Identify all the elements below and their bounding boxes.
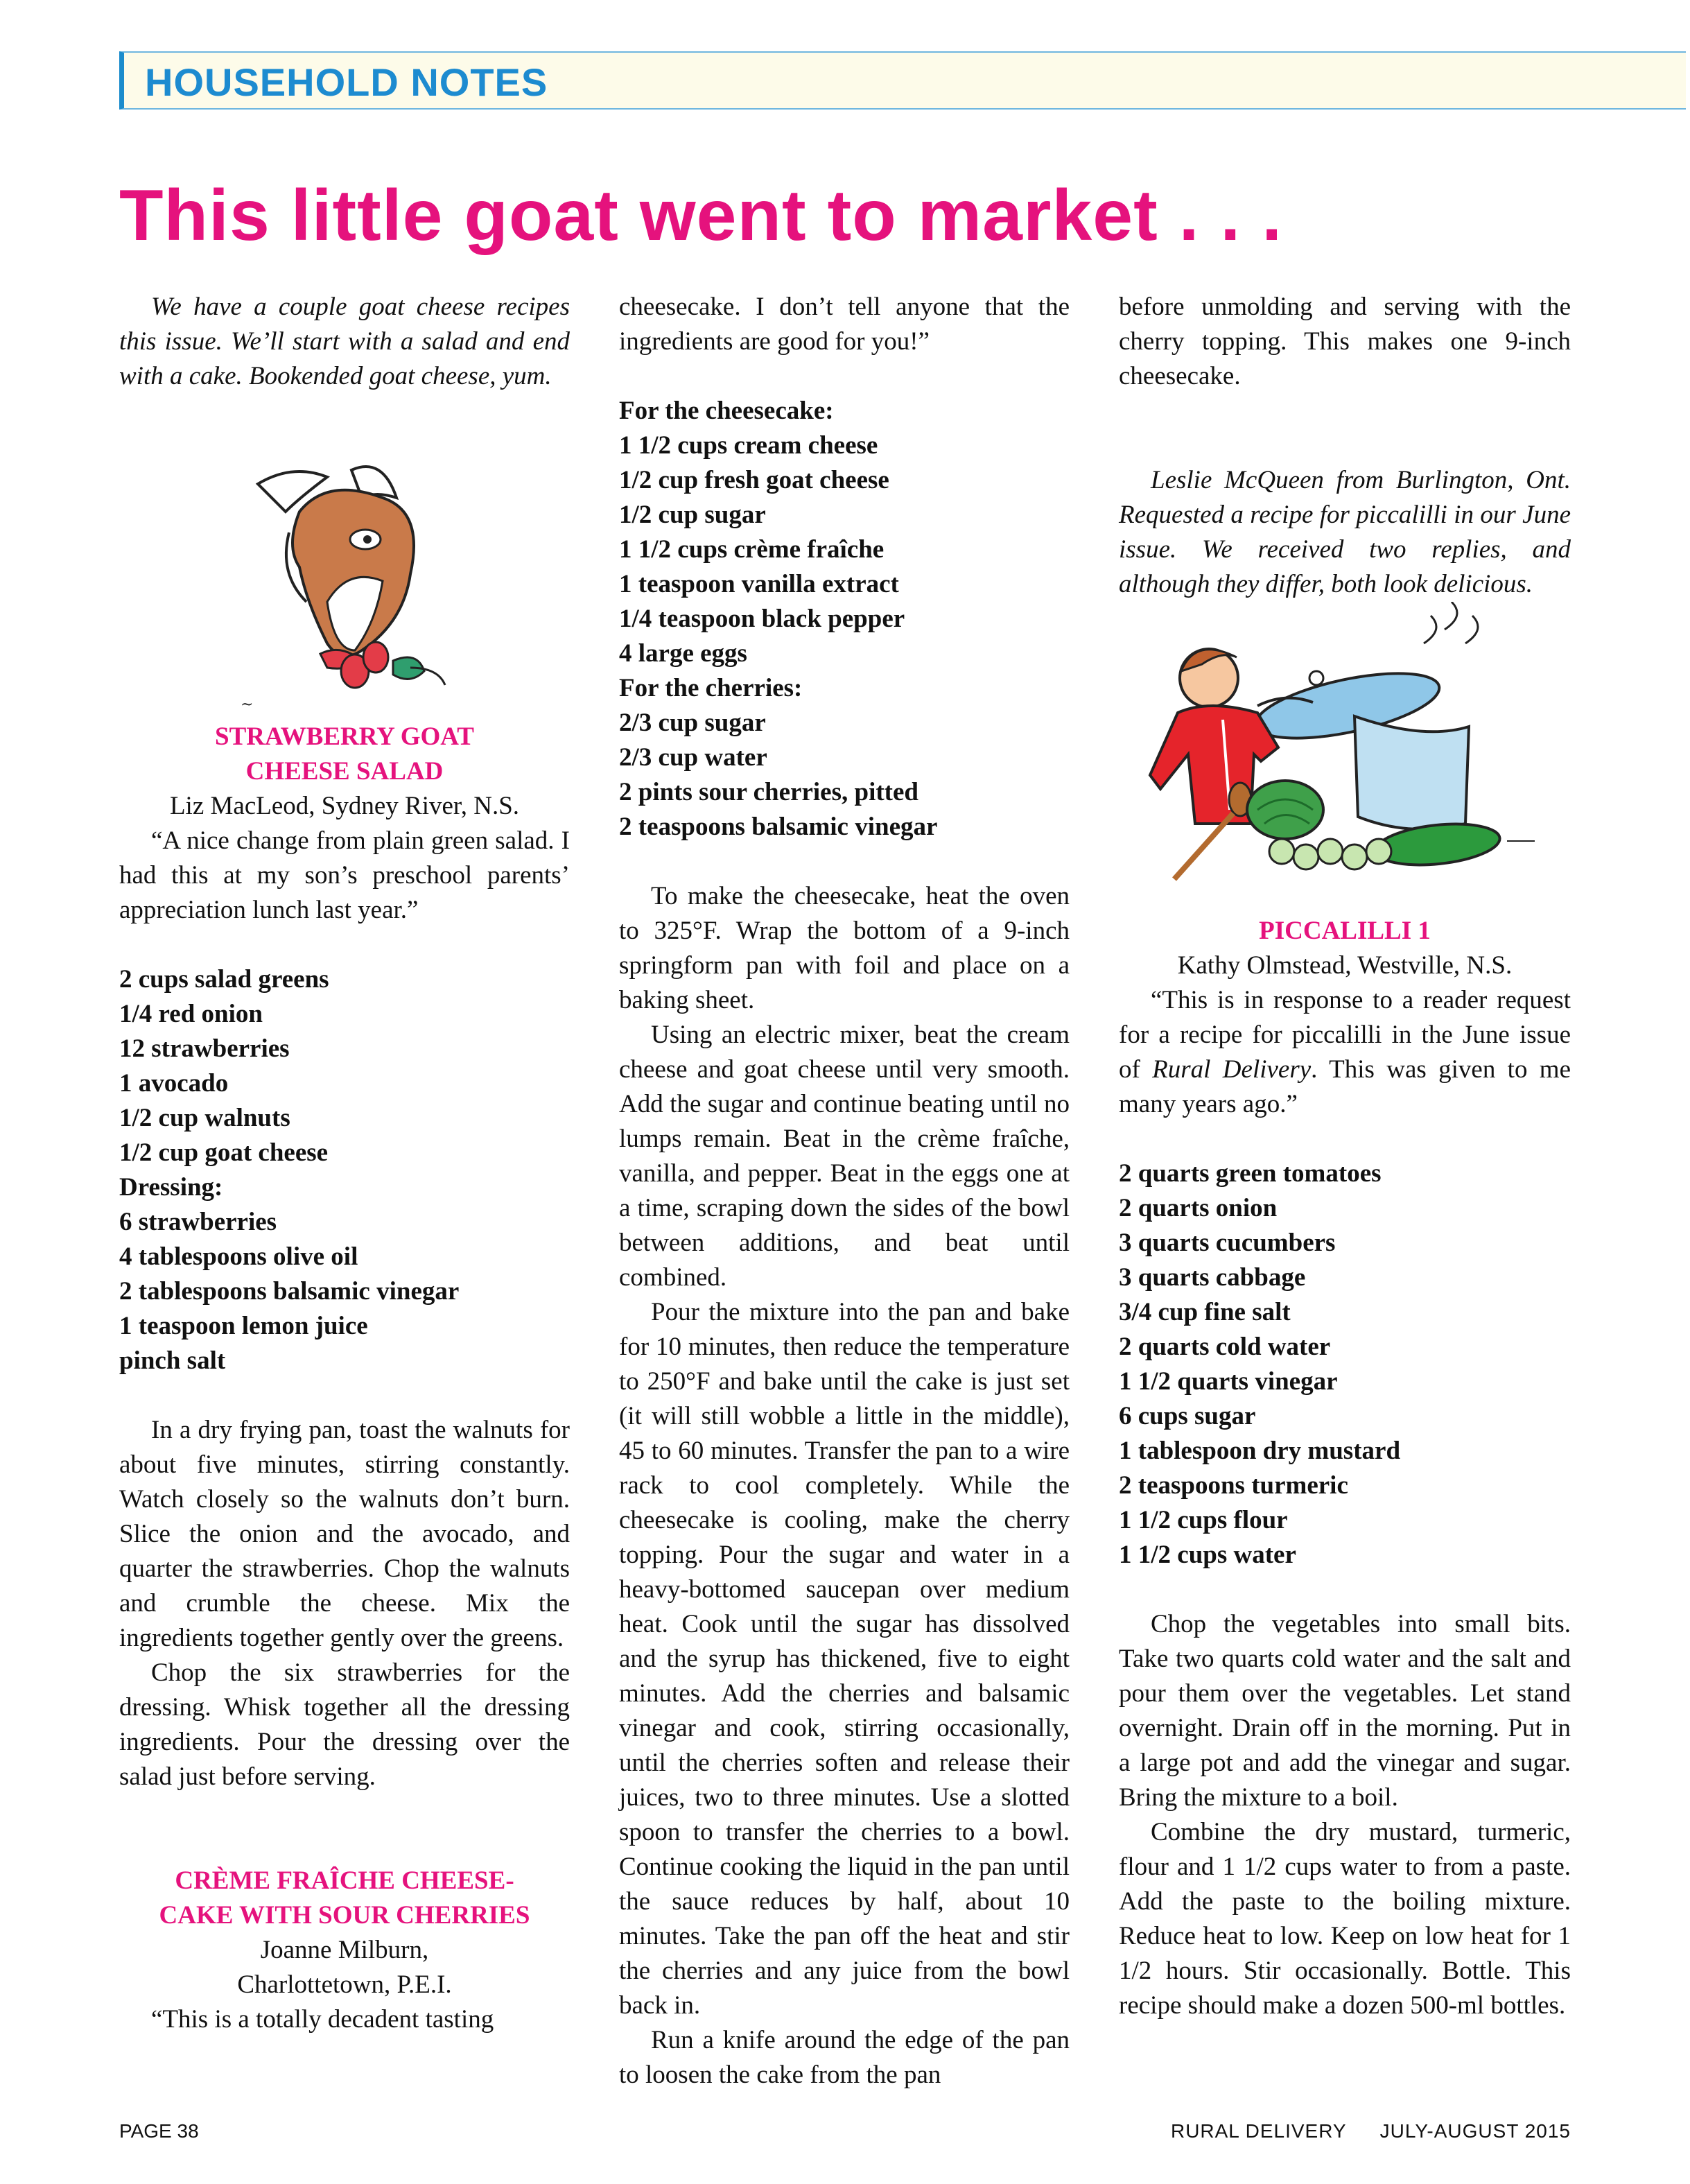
- cheesecake-author-line-1: Joanne Milburn,: [260, 1936, 429, 1964]
- ingredient-item: For the cheesecake:: [619, 397, 834, 425]
- publication-title: RURAL DELIVERY: [1170, 2120, 1347, 2142]
- salad-quote: “A nice change from plain green salad. I had this at my son’s preschool parents’ appreciation lunch last year.”: [119, 826, 570, 924]
- ingredient-item: Dressing:: [119, 1173, 223, 1202]
- cheesecake-title-line-1: CRÈME FRAÎCHE CHEESE-: [175, 1866, 514, 1895]
- ingredient-item: 1 tablespoon dry mustard: [1119, 1437, 1401, 1465]
- page-number: PAGE 38: [119, 2120, 199, 2142]
- ingredient-item: 2 quarts cold water: [1119, 1333, 1331, 1361]
- ingredient-item: 1/2 cup sugar: [619, 501, 766, 529]
- piccalilli-step-2: Combine the dry mustard, turmeric, flour and 1 1/2 cups water to from a paste. Add the paste to the boiling mixture. Reduce heat to low. Keep on low heat for 1 1/2 hours. Stir occasionally. Bottle. This recipe should make a dozen 500-ml bottles.: [1119, 1818, 1571, 2020]
- salad-title-line-1: STRAWBERRY GOAT: [215, 722, 474, 751]
- cheesecake-step-4-end: before unmolding and serving with the cherry topping. This makes one 9-inch cheesecake.: [1119, 293, 1571, 390]
- ingredient-item: 3 quarts cabbage: [1119, 1263, 1306, 1292]
- ingredient-item: 12 strawberries: [119, 1034, 290, 1063]
- piccalilli-intro: Leslie McQueen from Burlington, Ont. Requested a recipe for piccalilli in our June issue. We received two replies, and although they differ, both look delicious.: [1119, 466, 1571, 598]
- ingredient-item: 3/4 cup fine salt: [1119, 1298, 1291, 1326]
- section-banner: [119, 51, 1686, 110]
- ingredient-item: 6 strawberries: [119, 1208, 277, 1236]
- column-3: [1119, 290, 1571, 2023]
- ingredient-item: 1/2 cup fresh goat cheese: [619, 466, 889, 494]
- piccalilli-author: Kathy Olmstead, Westville, N.S.: [1177, 951, 1513, 980]
- ingredient-item: 2 quarts onion: [1119, 1194, 1278, 1222]
- ingredient-item: 1/2 cup walnuts: [119, 1104, 290, 1132]
- ingredient-item: 2/3 cup sugar: [619, 709, 766, 737]
- piccalilli-quote: [1119, 983, 1571, 1122]
- svg-text:~: ~: [241, 696, 254, 713]
- ingredient-item: 1 1/2 cups water: [1119, 1541, 1296, 1569]
- ingredient-item: 1/4 teaspoon black pepper: [619, 605, 905, 633]
- intro-paragraph: We have a couple goat cheese recipes this issue. We’ll start with a salad and end with a cake. Bookended goat cheese, yum.: [119, 293, 570, 390]
- ingredient-item: For the cherries:: [619, 674, 803, 702]
- salad-title: [119, 720, 570, 789]
- section-label: HOUSEHOLD NOTES: [145, 60, 548, 104]
- ingredient-item: 1 1/2 cups cream cheese: [619, 431, 878, 460]
- ingredient-item: 4 large eggs: [619, 639, 747, 668]
- cheesecake-step-1: To make the cheesecake, heat the oven to 325°F. Wrap the bottom of a 9-inch springform pan with foil and place on a baking sheet.: [619, 882, 1070, 1014]
- ingredient-item: 2 quarts green tomatoes: [1119, 1159, 1382, 1188]
- cheesecake-quote-end: cheesecake. I don’t tell anyone that the ingredients are good for you!”: [619, 293, 1070, 356]
- cheesecake-step-2: Using an electric mixer, beat the cream cheese and goat cheese until very smooth. Add the sugar and continue beating until no lumps remain. Beat in the crème fraîche, vanilla, and pepper. Beat in the eggs one at a time, scraping down the sides of the bowl between additions, and beat until combined.: [619, 1021, 1070, 1292]
- ingredient-item: 1/2 cup goat cheese: [119, 1138, 329, 1167]
- cheesecake-step-3: Pour the mixture into the pan and bake for 10 minutes, then reduce the temperature to 250°F and bake until the cake is just set (it will still wobble a little in the middle), 45 to 60 minutes. Transfer the pan to a wire rack to cool completely. While the cheesecake is cooling, make the cherry topping. Pour the sugar and water in a heavy-bottomed saucepan over medium heat. Cook until the sugar has dissolved and the syrup has thickened, five to eight minutes. Add the cherries and balsamic vinegar and cook, stirring occasionally, until the cherries soften and release their juices, two to three minutes. Use a slotted spoon to transfer the cherries to a bowl. Continue cooking the liquid in the pan until the sauce reduces by half, about 10 minutes. Take the pan off the heat and stir the cherries and any juice from the bowl back in.: [619, 1298, 1070, 2020]
- piccalilli-title: PICCALILLI 1: [1259, 917, 1431, 945]
- piccalilli-quote-part-2: . This was given to me many years ago.”: [1119, 1055, 1571, 1118]
- ingredient-item: 1 teaspoon vanilla extract: [619, 570, 899, 598]
- ingredient-item: pinch salt: [119, 1346, 226, 1375]
- salad-ingredients: [119, 962, 570, 1378]
- column-2: [619, 290, 1070, 2092]
- cheesecake-quote-start: “This is a totally decadent tasting: [151, 2005, 494, 2034]
- column-1: [119, 290, 570, 2037]
- ingredient-item: 2 pints sour cherries, pitted: [619, 778, 919, 806]
- ingredient-item: 1 1/2 cups flour: [1119, 1506, 1288, 1534]
- cooking-illustration: [1119, 602, 1571, 914]
- ingredient-item: 3 quarts cucumbers: [1119, 1229, 1336, 1257]
- article-headline: This little goat went to market . . .: [119, 175, 1283, 256]
- publication-name: Rural Delivery: [1152, 1055, 1312, 1084]
- ingredient-item: 2 cups salad greens: [119, 965, 329, 994]
- piccalilli-quote-part-1: “This is in response to a reader request for a recipe for piccalilli in the June issue of: [1119, 986, 1571, 1084]
- ingredient-item: 1 avocado: [119, 1069, 229, 1098]
- ingredient-item: 1 1/2 cups crème fraîche: [619, 535, 885, 564]
- cheesecake-ingredients: [619, 394, 1070, 844]
- ingredient-item: 1/4 red onion: [119, 1000, 263, 1028]
- cheesecake-author-line-2: Charlottetown, P.E.I.: [237, 1970, 452, 1999]
- ingredient-item: 2 teaspoons turmeric: [1119, 1471, 1348, 1500]
- ingredient-item: 2 tablespoons balsamic vinegar: [119, 1277, 460, 1306]
- piccalilli-ingredients: [1119, 1156, 1571, 1572]
- issue-date: JULY-AUGUST 2015: [1379, 2120, 1571, 2142]
- ingredient-item: 2 teaspoons balsamic vinegar: [619, 813, 938, 841]
- cheesecake-title-line-2: CAKE WITH SOUR CHERRIES: [159, 1901, 530, 1930]
- cheesecake-step-4-start: Run a knife around the edge of the pan to loosen the cake from the pan: [619, 2026, 1070, 2089]
- piccalilli-step-1: Chop the vegetables into small bits. Take two quarts cold water and the salt and pour them over the vegetables. Let stand overnight. Drain off in the morning. Put in a large pot and add the vinegar and sugar. Bring the mixture to a boil.: [1119, 1610, 1571, 1812]
- goat-illustration: [119, 394, 570, 720]
- salad-author: Liz MacLeod, Sydney River, N.S.: [169, 792, 520, 820]
- salad-title-line-2: CHEESE SALAD: [245, 757, 444, 786]
- ingredient-item: 4 tablespoons olive oil: [119, 1242, 358, 1271]
- salad-step-1: In a dry frying pan, toast the walnuts for about five minutes, stirring constantly. Watch closely so the walnuts don’t burn. Slice the onion and the avocado, and quarter the strawberries. Chop the walnuts and crumble the cheese. Mix the ingredients together gently over the greens.: [119, 1416, 570, 1652]
- salad-step-2: Chop the six strawberries for the dressing. Whisk together all the dressing ingredients. Pour the dressing over the salad just before serving.: [119, 1658, 570, 1791]
- ingredient-item: 1 teaspoon lemon juice: [119, 1312, 368, 1340]
- cheesecake-title: [119, 1864, 570, 1933]
- ingredient-item: 6 cups sugar: [1119, 1402, 1256, 1430]
- ingredient-item: 2/3 cup water: [619, 743, 767, 772]
- ingredient-item: 1 1/2 quarts vinegar: [1119, 1367, 1338, 1396]
- footer-publication-info: [1171, 2120, 1571, 2142]
